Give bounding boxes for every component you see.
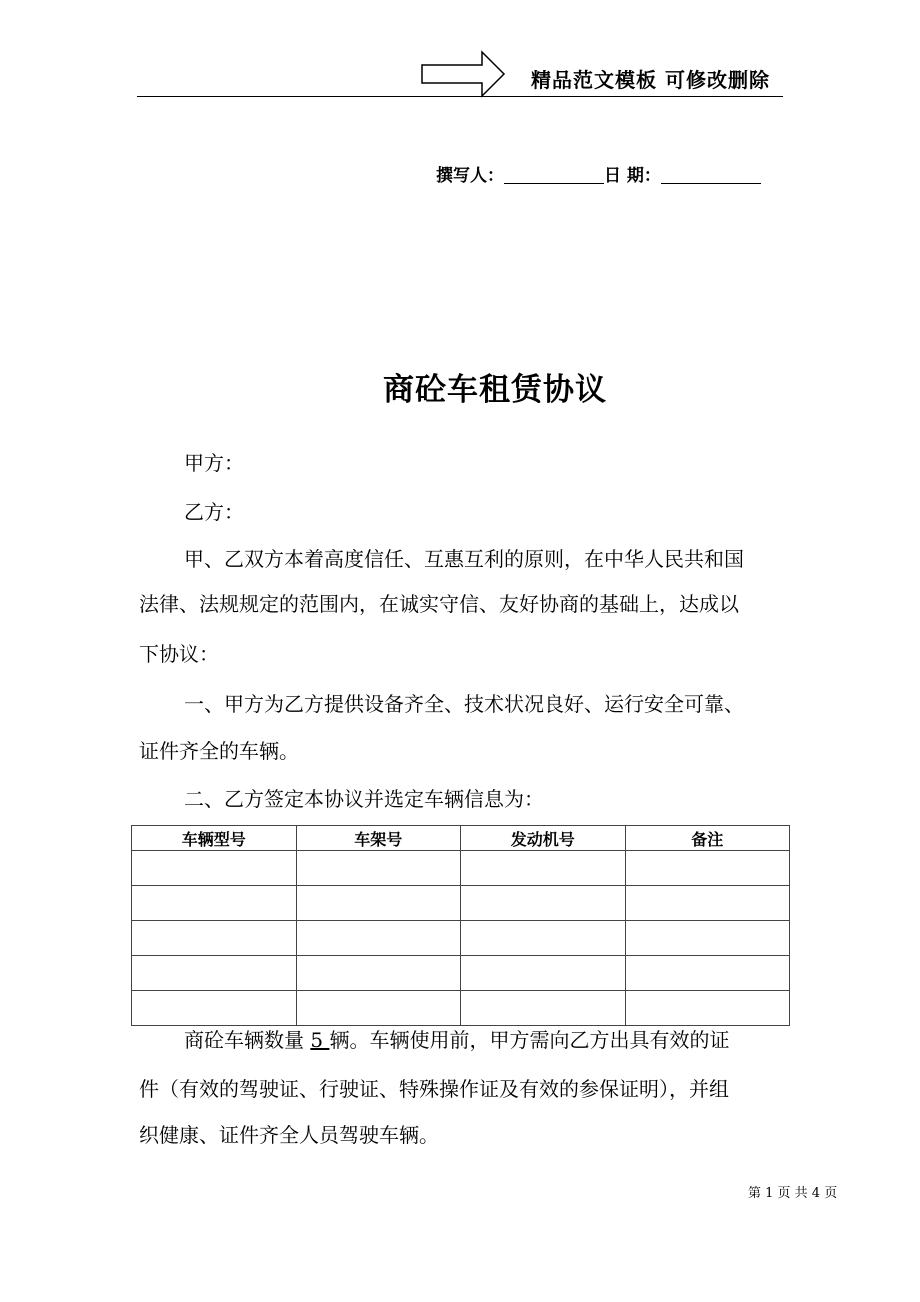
table-cell [132, 921, 297, 956]
table-row [132, 956, 790, 991]
clause-1-line-2: 证件齐全的车辆。 [139, 739, 299, 763]
table-cell [625, 921, 790, 956]
party-a-label: 甲方： [184, 451, 244, 475]
table-header-row [132, 826, 790, 851]
table-cell [132, 851, 297, 886]
column-header-model: 车辆型号 [132, 826, 297, 851]
table-row [132, 886, 790, 921]
date-blank [661, 166, 761, 184]
date-label: 日 期： [604, 166, 661, 186]
quantity-line-2: 件（有效的驾驶证、行驶证、特殊操作证及有效的参保证明），并组 [139, 1077, 729, 1101]
table-cell [296, 851, 461, 886]
intro-line-1: 甲、乙双方本着高度信任、互惠互利的原则，在中华人民共和国 [184, 547, 744, 571]
column-header-engine-number: 发动机号 [461, 826, 626, 851]
table-cell [461, 956, 626, 991]
intro-line-2: 法律、法规规定的范围内，在诚实守信、友好协商的基础上，达成以 [139, 592, 739, 616]
quantity-line-3: 织健康、证件齐全人员驾驶车辆。 [139, 1123, 439, 1147]
document-title: 商砼车租赁协议 [383, 372, 607, 408]
vehicle-quantity: 5 [310, 1028, 330, 1052]
table-cell [461, 851, 626, 886]
party-b-label: 乙方： [184, 500, 244, 524]
vehicle-info-table [131, 825, 790, 1026]
header-divider [137, 96, 783, 97]
author-blank [504, 166, 604, 184]
clause-2-line: 二、乙方签定本协议并选定车辆信息为： [184, 787, 544, 811]
quantity-suffix: 辆。车辆使用前，甲方需向乙方出具有效的证 [329, 1028, 730, 1052]
quantity-prefix: 商砼车辆数量 [184, 1028, 311, 1052]
table-cell [296, 956, 461, 991]
author-label: 撰写人： [436, 166, 504, 186]
column-header-remarks: 备注 [625, 826, 790, 851]
table-cell [625, 886, 790, 921]
table-cell [132, 956, 297, 991]
table-cell [132, 886, 297, 921]
author-date-line [436, 161, 761, 186]
table-row [132, 851, 790, 886]
table-cell [625, 956, 790, 991]
table-cell [461, 886, 626, 921]
table-cell [625, 851, 790, 886]
table-cell [461, 921, 626, 956]
column-header-frame-number: 车架号 [296, 826, 461, 851]
quantity-line-1 [184, 1019, 729, 1062]
page-number: 第 1 页 共 4 页 [748, 1186, 838, 1201]
arrow-right-icon [420, 50, 506, 98]
table-cell [296, 921, 461, 956]
template-label: 精品范文模板 可修改删除 [531, 68, 770, 92]
intro-line-3: 下协议： [139, 642, 219, 666]
table-cell [296, 886, 461, 921]
table-row [132, 921, 790, 956]
clause-1-line-1: 一、甲方为乙方提供设备齐全、技术状况良好、运行安全可靠、 [184, 692, 744, 716]
